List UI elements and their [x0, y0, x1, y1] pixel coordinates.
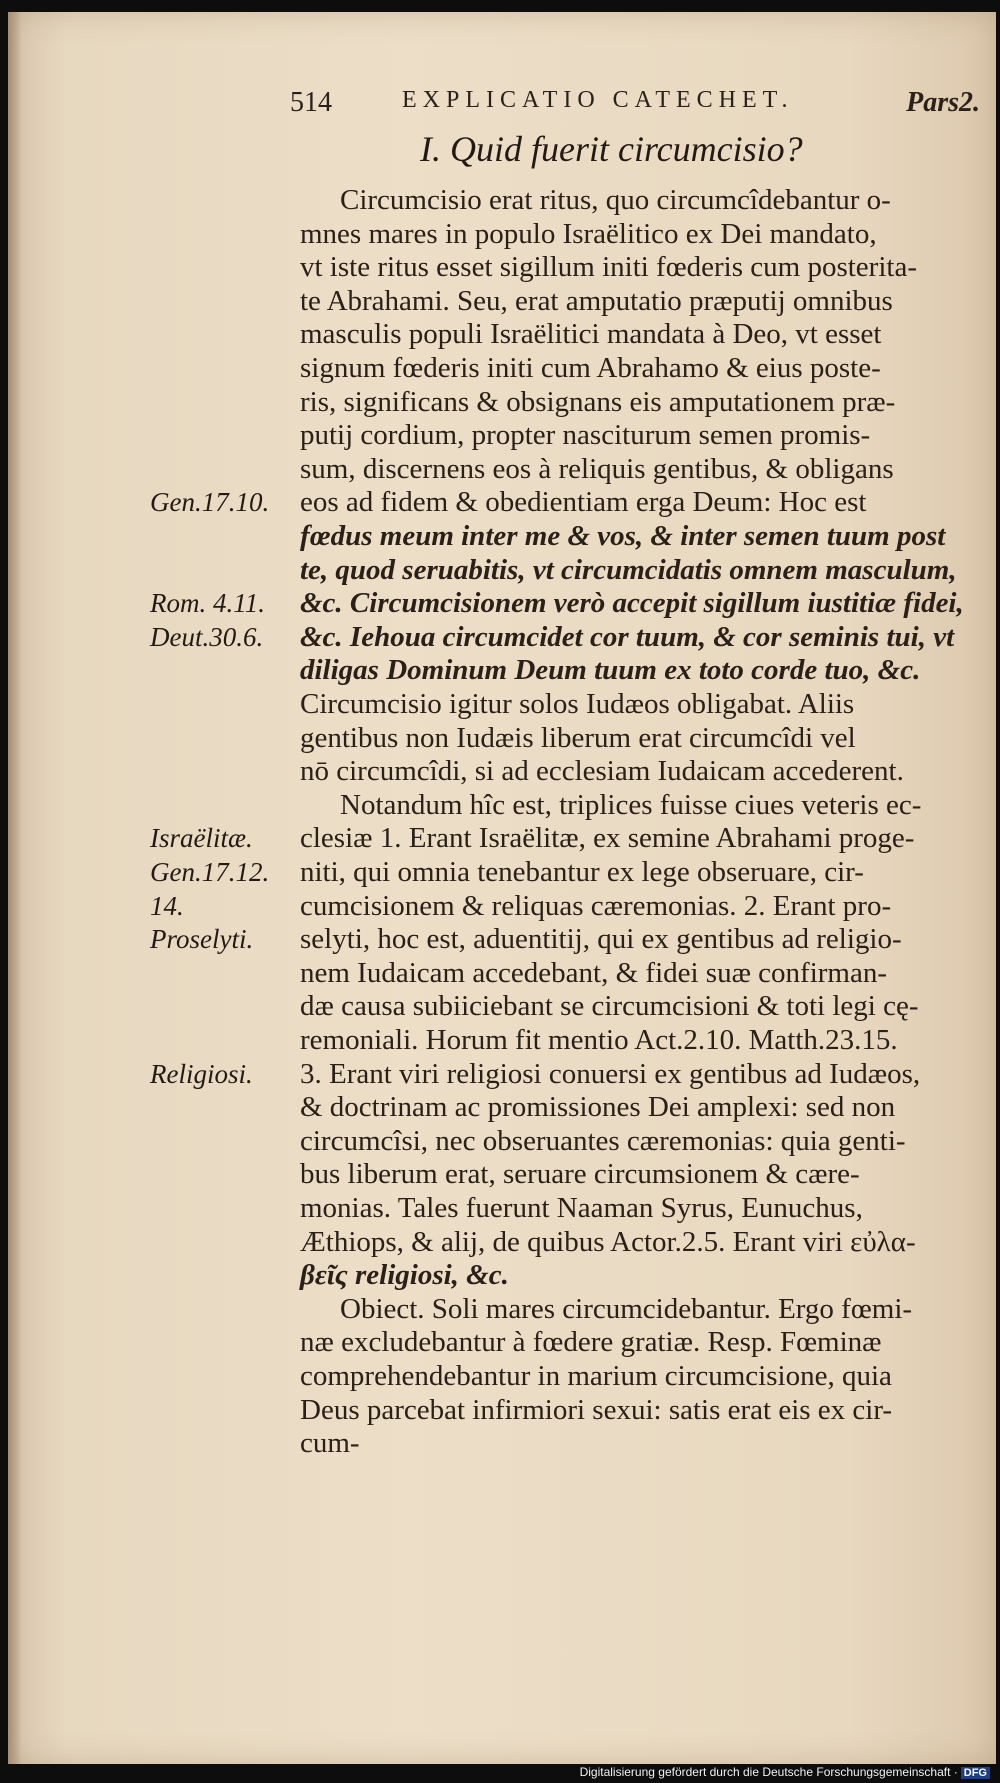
text-line: Circumcisio igitur solos Iudæos obligabat. Aliis — [300, 688, 855, 720]
text-line: remoniali. Horum fit mentio Act.2.10. Matth.23.15. — [300, 1024, 898, 1056]
margin-note: Deut.30.6. — [150, 621, 264, 652]
text-line: bus liberum erat, seruare circumsionem & cære- — [300, 1158, 860, 1191]
text-line: masculis populi Israëlitici mandata à Deo, vt esset — [300, 318, 882, 351]
margin-note: 14. — [150, 890, 184, 921]
text-line: cumcisionem & reliquas cæremonias. 2. Erant pro- — [300, 889, 892, 922]
text-line: dæ causa subiiciebant se circumcisioni & toti legi cę- — [300, 990, 919, 1023]
page-gutter-shadow — [8, 12, 22, 1764]
text-line: Notandum hîc est, triplices fuisse ciues veteris ec- — [340, 788, 922, 821]
text-line: βεῖς religiosi, &c. — [300, 1259, 509, 1292]
text-line: te, quod seruabitis, vt circumcidatis omnem masculum, — [300, 553, 957, 586]
digitization-credit — [580, 1765, 990, 1779]
text-line: næ excludebantur à fœdere gratiæ. Resp. Fœminæ — [300, 1326, 882, 1359]
text-line: 3. Erant viri religiosi conuersi ex gentibus ad Iudæos, — [300, 1057, 921, 1090]
text-line: te Abrahami. Seu, erat amputatio præputij omnibus — [300, 284, 893, 317]
text-line: fœdus meum inter me & vos, & inter semen tuum post — [300, 520, 946, 552]
margin-note: Rom. 4.11. — [150, 588, 265, 619]
page-number: 514 — [290, 87, 332, 118]
section-heading: I. Quid fuerit circumcisio? — [420, 129, 803, 169]
margin-note: Israëlitæ. — [150, 823, 253, 854]
margin-note: Proselyti. — [150, 924, 254, 955]
dfg-logo: DFG — [961, 1767, 990, 1779]
text-line: Æthiops, & alij, de quibus Actor.2.5. Erant viri εὐλα- — [300, 1225, 916, 1258]
margin-note: Gen.17.10. — [150, 487, 270, 518]
text-line: comprehendebantur in marium circumcisione, quia — [300, 1360, 892, 1392]
text-line: monias. Tales fuerunt Naaman Syrus, Eunuchus, — [300, 1192, 863, 1224]
text-line: diligas Dominum Deum tuum ex toto corde tuo, &c. — [300, 654, 921, 687]
text-line: cum- — [300, 1427, 360, 1460]
text-line: signum fœderis initi cum Abrahamo & eius poste- — [300, 352, 881, 384]
text-line: ris, significans & obsignans eis amputationem præ- — [300, 385, 896, 418]
text-line: Obiect. Soli mares circumcidebantur. Ergo fœmi- — [340, 1292, 913, 1325]
text-line: Circumcisio erat ritus, quo circumcîdebantur o- — [340, 184, 891, 216]
text-line: gentibus non Iudæis liberum erat circumcîdi vel — [300, 721, 856, 754]
part-label: Pars2. — [906, 87, 980, 118]
text-line: niti, qui omnia tenebantur ex lege obseruare, cir- — [300, 856, 864, 888]
text-line: eos ad fidem & obedientiam erga Deum: Hoc est — [300, 486, 867, 519]
text-line: Deus parcebat infirmiori sexui: satis erat eis ex cir- — [300, 1393, 893, 1426]
text-line: vt iste ritus esset sigillum initi fœderis cum posterita- — [300, 251, 917, 284]
margin-note: Religiosi. — [150, 1058, 253, 1089]
text-line: nō circumcîdi, si ad ecclesiam Iudaicam accederent. — [300, 755, 904, 788]
text-line: & doctrinam ac promissiones Dei amplexi: sed non — [300, 1091, 896, 1124]
text-line: &c. Circumcisionem verò accepit sigillum iustitiæ fidei, — [300, 587, 964, 620]
text-line: selyti, hoc est, aduentitij, qui ex gentibus ad religio- — [300, 923, 902, 956]
text-line: putij cordium, propter nasciturum semen promis- — [300, 419, 871, 452]
running-title: EXPLICATIO CATECHET. — [402, 87, 794, 113]
text-line: nem Iudaicam accedebant, & fidei suæ confirman- — [300, 956, 888, 989]
text-line: sum, discernens eos à reliquis gentibus, & obligans — [300, 452, 894, 485]
text-line: circumcîsi, nec obseruantes cæremonias: quia genti- — [300, 1124, 906, 1157]
credit-text: Digitalisierung gefördert durch die Deutsche Forschungsgemeinschaft · — [579, 1765, 958, 1779]
margin-note: Gen.17.12. — [150, 857, 270, 887]
text-line: &c. Iehoua circumcidet cor tuum, & cor seminis tui, vt — [300, 620, 955, 653]
text-line: mnes mares in populo Israëlitico ex Dei mandato, — [300, 217, 877, 250]
text-line: clesiæ 1. Erant Israëlitæ, ex semine Abrahami proge- — [300, 822, 915, 855]
running-head — [290, 87, 980, 123]
